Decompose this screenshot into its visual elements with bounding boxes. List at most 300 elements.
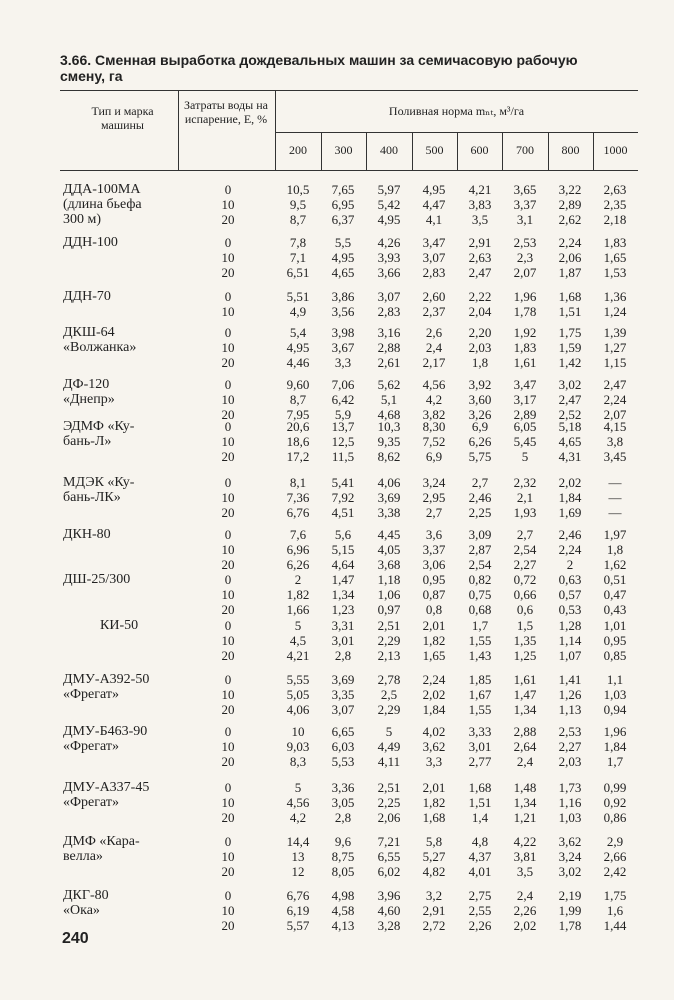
evaporation-value: 0	[224, 834, 232, 849]
evaporation-value: 10	[221, 340, 235, 355]
output-value-cell: 2,62	[558, 212, 582, 227]
output-value-cell: 1,18	[377, 572, 401, 587]
norm-header-cell: 200	[289, 143, 307, 157]
machine-row-group	[0, 527, 674, 572]
output-value-cell: 2,53	[513, 235, 537, 250]
output-value-cell: 0,53	[558, 602, 582, 617]
evaporation-value: 0	[224, 475, 232, 490]
output-value-cell: 0,63	[558, 572, 582, 587]
output-value-cell: —	[608, 475, 622, 490]
output-value-cell: 3,86	[331, 289, 355, 304]
output-value-cell: 4,05	[377, 542, 401, 557]
output-value-cell: 2,83	[377, 304, 401, 319]
machine-row-group	[0, 419, 674, 464]
output-value-cell: 2,3	[516, 250, 534, 265]
output-value-cell: 2,61	[377, 355, 401, 370]
output-value-cell: 2,24	[558, 235, 582, 250]
output-value-cell: 3,62	[422, 739, 446, 754]
output-value-cell: 4,58	[331, 903, 355, 918]
evaporation-value: 0	[224, 325, 232, 340]
output-value-cell: 1,68	[468, 780, 492, 795]
evaporation-value: 20	[221, 557, 235, 572]
output-value-cell: 1,61	[513, 355, 537, 370]
output-value-cell: 3,68	[377, 557, 401, 572]
output-value-cell: 4,02	[422, 724, 446, 739]
output-value-cell: 1,82	[422, 795, 446, 810]
output-value-cell: 7,6	[289, 527, 307, 542]
output-value-cell: 3,28	[377, 918, 401, 933]
output-value-cell: 3,98	[331, 325, 355, 340]
output-value-cell: 20,6	[286, 419, 310, 434]
output-value-cell: 4,64	[331, 557, 355, 572]
output-value-cell: 7,92	[331, 490, 355, 505]
evaporation-value: 20	[221, 602, 235, 617]
output-value-cell: 4,06	[286, 702, 310, 717]
evaporation-value: 20	[221, 407, 235, 422]
output-value-cell: 8,05	[331, 864, 355, 879]
output-value-cell: 1,7	[471, 618, 489, 633]
output-value-cell: 3,07	[377, 289, 401, 304]
output-value-cell: 5,45	[513, 434, 537, 449]
header-norm: Поливная норма mₙₜ, м³/га	[388, 104, 525, 118]
evaporation-value: 20	[221, 265, 235, 280]
output-value-cell: 2,54	[468, 557, 492, 572]
evaporation-value: 0	[224, 377, 232, 392]
output-value-cell: 8,62	[377, 449, 401, 464]
output-value-cell: 2,19	[558, 888, 582, 903]
output-value-cell: 2,5	[380, 687, 398, 702]
output-value-cell: 3,82	[422, 407, 446, 422]
machine-row-group	[0, 182, 674, 227]
output-value-cell: 2,4	[516, 888, 534, 903]
output-value-cell: 3,81	[513, 849, 537, 864]
output-value-cell: 1,13	[558, 702, 582, 717]
evaporation-value: 0	[224, 289, 232, 304]
output-value-cell: 1,82	[422, 633, 446, 648]
output-value-cell: 1,34	[513, 702, 537, 717]
output-value-cell: 1,84	[422, 702, 446, 717]
machine-row-group	[0, 235, 674, 280]
output-value-cell: 0,68	[468, 602, 492, 617]
output-value-cell: 6,42	[331, 392, 355, 407]
machine-name: 300 м)	[63, 212, 102, 227]
output-value-cell: 1,83	[513, 340, 537, 355]
output-value-cell: 1,69	[558, 505, 582, 520]
output-value-cell: 3,05	[331, 795, 355, 810]
output-value-cell: 4,95	[422, 182, 446, 197]
output-value-cell: 1,8	[606, 542, 624, 557]
output-value-cell: 1,6	[606, 903, 624, 918]
output-value-cell: 2,37	[422, 304, 446, 319]
output-value-cell: 7,21	[377, 834, 401, 849]
output-value-cell: 3,1	[516, 212, 534, 227]
output-value-cell: 1,87	[558, 265, 582, 280]
output-value-cell: 4,2	[425, 392, 443, 407]
output-value-cell: 8,30	[422, 419, 446, 434]
output-value-cell: 1,65	[603, 250, 627, 265]
output-value-cell: 3,60	[468, 392, 492, 407]
output-value-cell: 6,02	[377, 864, 401, 879]
output-value-cell: 2,7	[516, 527, 534, 542]
output-value-cell: 2,75	[468, 888, 492, 903]
output-value-cell: 1,84	[603, 739, 627, 754]
evaporation-value: 0	[224, 235, 232, 250]
output-value-cell: 1,67	[468, 687, 492, 702]
output-value-cell: 9,03	[286, 739, 310, 754]
output-value-cell: 2,6	[425, 325, 443, 340]
output-value-cell: 5,57	[286, 918, 310, 933]
output-value-cell: 0,75	[468, 587, 492, 602]
evaporation-value: 0	[224, 618, 232, 633]
output-value-cell: 5	[294, 618, 302, 633]
output-value-cell: 3,01	[468, 739, 492, 754]
output-value-cell: 3,02	[558, 864, 582, 879]
output-value-cell: 2,42	[603, 864, 627, 879]
output-value-cell: 1,39	[603, 325, 627, 340]
output-value-cell: 1,7	[606, 754, 624, 769]
evaporation-value: 10	[221, 197, 235, 212]
machine-name: ДШ-25/300	[63, 572, 131, 587]
output-value-cell: 1,65	[422, 648, 446, 663]
machine-row-group	[0, 672, 674, 717]
output-value-cell: 2,22	[468, 289, 492, 304]
output-value-cell: 0,94	[603, 702, 627, 717]
output-value-cell: 10	[291, 724, 305, 739]
output-value-cell: 4,65	[558, 434, 582, 449]
evaporation-value: 0	[224, 780, 232, 795]
output-value-cell: 2,20	[468, 325, 492, 340]
output-value-cell: 0,95	[603, 633, 627, 648]
machine-name: бань-ЛК»	[63, 490, 121, 505]
machine-name: МДЭК «Ку-	[63, 475, 135, 490]
output-value-cell: 3,37	[513, 197, 537, 212]
output-value-cell: 1,14	[558, 633, 582, 648]
output-value-cell: 1,27	[603, 340, 627, 355]
output-value-cell: 1,41	[558, 672, 582, 687]
output-value-cell: 1,34	[513, 795, 537, 810]
output-value-cell: 6,9	[425, 449, 443, 464]
output-value-cell: 3,09	[468, 527, 492, 542]
evaporation-value: 10	[221, 587, 235, 602]
evaporation-value: 0	[224, 888, 232, 903]
output-value-cell: 1,75	[603, 888, 627, 903]
evaporation-value: 20	[221, 702, 235, 717]
output-value-cell: 4,01	[468, 864, 492, 879]
page-number: 240	[62, 930, 89, 947]
evaporation-value: 10	[221, 542, 235, 557]
evaporation-value: 20	[221, 648, 235, 663]
output-value-cell: 5,15	[331, 542, 355, 557]
output-value-cell: 2,88	[513, 724, 537, 739]
output-value-cell: 4,06	[377, 475, 401, 490]
output-value-cell: 2,8	[334, 810, 352, 825]
output-value-cell: 1,68	[558, 289, 582, 304]
output-value-cell: 3,26	[468, 407, 492, 422]
output-value-cell: 1,75	[558, 325, 582, 340]
output-value-cell: 3,24	[422, 475, 446, 490]
machine-name: «Фрегат»	[63, 739, 119, 754]
output-value-cell: 3,35	[331, 687, 355, 702]
output-value-cell: 1,61	[513, 672, 537, 687]
output-value-cell: 1,82	[286, 587, 310, 602]
output-value-cell: 3,16	[377, 325, 401, 340]
output-value-cell: 0,97	[377, 602, 401, 617]
output-value-cell: 3,17	[513, 392, 537, 407]
output-value-cell: 1,03	[558, 810, 582, 825]
output-value-cell: 1,28	[558, 618, 582, 633]
evaporation-value: 10	[221, 795, 235, 810]
output-value-cell: 2,53	[558, 724, 582, 739]
output-value-cell: 5,62	[377, 377, 401, 392]
output-value-cell: 4,26	[377, 235, 401, 250]
output-value-cell: 1,93	[513, 505, 537, 520]
machine-name: ДМУ-А337-45	[63, 780, 150, 795]
output-value-cell: 2,24	[558, 542, 582, 557]
norm-header-cell: 500	[425, 143, 444, 157]
evaporation-value: 20	[221, 355, 235, 370]
output-value-cell: 2,4	[425, 340, 443, 355]
output-value-cell: 13,7	[331, 419, 355, 434]
output-value-cell: 3,02	[558, 377, 582, 392]
output-value-cell: 2,27	[513, 557, 537, 572]
output-value-cell: 2,78	[377, 672, 401, 687]
output-value-cell: 6,19	[286, 903, 310, 918]
header-divider	[275, 91, 276, 170]
output-value-cell: 2,29	[377, 702, 401, 717]
header-evaporation: Затраты воды на испарение, E, %	[184, 98, 268, 126]
output-value-cell: 1,97	[603, 527, 627, 542]
evaporation-value: 20	[221, 505, 235, 520]
output-value-cell: 1,99	[558, 903, 582, 918]
machine-row-group	[0, 289, 674, 319]
output-value-cell: 5,75	[468, 449, 492, 464]
output-value-cell: 5,41	[331, 475, 355, 490]
output-value-cell: 5,55	[286, 672, 310, 687]
output-value-cell: 3,56	[331, 304, 355, 319]
output-value-cell: 3,65	[513, 182, 537, 197]
output-value-cell: 2,7	[471, 475, 489, 490]
output-value-cell: 4,31	[558, 449, 582, 464]
output-value-cell: 2,91	[422, 903, 446, 918]
output-value-cell: 1,59	[558, 340, 582, 355]
output-value-cell: 1,35	[513, 633, 537, 648]
output-value-cell: 2,07	[603, 407, 627, 422]
output-value-cell: 3,5	[516, 864, 534, 879]
output-value-cell: 4,95	[331, 250, 355, 265]
output-value-cell: 2,04	[468, 304, 492, 319]
output-value-cell: 2,83	[422, 265, 446, 280]
output-value-cell: 0,51	[603, 572, 627, 587]
output-value-cell: 1,26	[558, 687, 582, 702]
machine-name: ДФ-120	[63, 377, 110, 392]
output-value-cell: 2,63	[603, 182, 627, 197]
output-value-cell: 3,3	[425, 754, 443, 769]
output-value-cell: 0,87	[422, 587, 446, 602]
output-value-cell: 4,68	[377, 407, 401, 422]
norm-header-cell: 1000	[603, 143, 628, 157]
machine-name: бань-Л»	[63, 434, 112, 449]
output-value-cell: 5,6	[334, 527, 352, 542]
output-value-cell: 2,01	[422, 618, 446, 633]
output-value-cell: 0,95	[422, 572, 446, 587]
output-value-cell: 3,5	[471, 212, 489, 227]
output-value-cell: 1,96	[513, 289, 537, 304]
output-value-cell: 2,25	[468, 505, 492, 520]
output-value-cell: 2,91	[468, 235, 492, 250]
output-value-cell: 0,43	[603, 602, 627, 617]
output-value-cell: 3,47	[422, 235, 446, 250]
evaporation-value: 20	[221, 754, 235, 769]
output-value-cell: 6,65	[331, 724, 355, 739]
output-value-cell: 4,37	[468, 849, 492, 864]
output-value-cell: 4,56	[422, 377, 446, 392]
machine-name: «Фрегат»	[63, 687, 119, 702]
output-value-cell: 3,24	[558, 849, 582, 864]
output-value-cell: 9,5	[289, 197, 307, 212]
evaporation-value: 10	[221, 434, 235, 449]
evaporation-value: 10	[221, 304, 235, 319]
output-value-cell: 2,24	[603, 392, 627, 407]
output-value-cell: 6,03	[331, 739, 355, 754]
output-value-cell: 4,15	[603, 419, 627, 434]
output-value-cell: 4,98	[331, 888, 355, 903]
output-value-cell: 2	[566, 557, 574, 572]
output-value-cell: 1,5	[516, 618, 534, 633]
output-value-cell: 2,95	[422, 490, 446, 505]
output-value-cell: 4,95	[377, 212, 401, 227]
output-value-cell: 6,76	[286, 888, 310, 903]
output-value-cell: 1,47	[513, 687, 537, 702]
output-value-cell: 1,92	[513, 325, 537, 340]
output-value-cell: 2,1	[516, 490, 534, 505]
output-value-cell: 2,89	[513, 407, 537, 422]
output-value-cell: 0,82	[468, 572, 492, 587]
output-value-cell: 1,42	[558, 355, 582, 370]
machine-name: КИ-50	[100, 618, 139, 633]
output-value-cell: 2,46	[468, 490, 492, 505]
machine-row-group	[0, 618, 674, 663]
output-value-cell: 7,06	[331, 377, 355, 392]
output-value-cell: 6,55	[377, 849, 401, 864]
output-value-cell: 6,05	[513, 419, 537, 434]
output-value-cell: 0,99	[603, 780, 627, 795]
evaporation-value: 10	[221, 739, 235, 754]
output-value-cell: 2,51	[377, 780, 401, 795]
output-value-cell: 2,88	[377, 340, 401, 355]
output-value-cell: 2,51	[377, 618, 401, 633]
output-value-cell: 2,06	[558, 250, 582, 265]
output-value-cell: 1,1	[606, 672, 624, 687]
output-value-cell: 0,6	[516, 602, 534, 617]
output-value-cell: 2,66	[603, 849, 627, 864]
output-value-cell: 2,17	[422, 355, 446, 370]
output-value-cell: 2	[294, 572, 302, 587]
output-value-cell: 3,07	[331, 702, 355, 717]
output-value-cell: 1,21	[513, 810, 537, 825]
header-divider	[178, 91, 179, 170]
output-value-cell: 2,26	[468, 918, 492, 933]
output-value-cell: 5,1	[380, 392, 398, 407]
output-value-cell: 5	[385, 724, 393, 739]
output-value-cell: 4,11	[377, 754, 401, 769]
output-value-cell: 5,53	[331, 754, 355, 769]
output-value-cell: 1,43	[468, 648, 492, 663]
machine-name: ДКН-80	[63, 527, 111, 542]
output-value-cell: 1,03	[603, 687, 627, 702]
output-value-cell: 4,22	[513, 834, 537, 849]
output-value-cell: 2,01	[422, 780, 446, 795]
output-value-cell: 2,27	[558, 739, 582, 754]
output-value-cell: 4,56	[286, 795, 310, 810]
output-value-cell: 1,96	[603, 724, 627, 739]
machine-row-group	[0, 572, 674, 617]
output-value-cell: 1,24	[603, 304, 627, 319]
output-value-cell: 1,83	[603, 235, 627, 250]
evaporation-value: 0	[224, 724, 232, 739]
output-value-cell: 5,05	[286, 687, 310, 702]
output-value-cell: 1,51	[558, 304, 582, 319]
evaporation-value: 20	[221, 810, 235, 825]
output-value-cell: 1,55	[468, 633, 492, 648]
output-value-cell: 7,95	[286, 407, 310, 422]
output-value-cell: 2,8	[334, 648, 352, 663]
output-value-cell: 4,8	[471, 834, 489, 849]
output-value-cell: 3,22	[558, 182, 582, 197]
output-value-cell: 3,69	[331, 672, 355, 687]
output-value-cell: 2,03	[468, 340, 492, 355]
output-value-cell: 2,47	[468, 265, 492, 280]
evaporation-value: 0	[224, 527, 232, 542]
output-value-cell: 5	[521, 449, 529, 464]
output-value-cell: 5,5	[334, 235, 352, 250]
output-value-cell: 1,62	[603, 557, 627, 572]
evaporation-value: 20	[221, 864, 235, 879]
output-value-cell: —	[608, 490, 622, 505]
output-value-cell: 1,01	[603, 618, 627, 633]
output-value-cell: 6,26	[286, 557, 310, 572]
output-value-cell: 6,51	[286, 265, 310, 280]
output-value-cell: 3,45	[603, 449, 627, 464]
output-value-cell: 6,26	[468, 434, 492, 449]
evaporation-value: 20	[221, 449, 235, 464]
machine-row-group	[0, 475, 674, 520]
norm-header-cell: 800	[561, 143, 580, 157]
output-value-cell: 3,3	[334, 355, 352, 370]
output-value-cell: 0,47	[603, 587, 627, 602]
machine-name: ДДН-100	[63, 235, 118, 250]
output-value-cell: 5,9	[334, 407, 352, 422]
machine-name: ДМУ-Б463-90	[63, 724, 148, 739]
output-value-cell: 1,47	[331, 572, 355, 587]
output-value-cell: 0,92	[603, 795, 627, 810]
output-value-cell: 6,95	[331, 197, 355, 212]
evaporation-value: 10	[221, 392, 235, 407]
evaporation-value: 10	[221, 250, 235, 265]
output-value-cell: 2,46	[558, 527, 582, 542]
evaporation-value: 10	[221, 903, 235, 918]
output-value-cell: 2,18	[603, 212, 627, 227]
norm-header-cell: 700	[516, 143, 534, 157]
output-value-cell: 2,9	[606, 834, 624, 849]
output-value-cell: 12	[291, 864, 305, 879]
output-value-cell: 2,35	[603, 197, 627, 212]
output-value-cell: 4,1	[425, 212, 443, 227]
output-value-cell: 4,65	[331, 265, 355, 280]
output-value-cell: 2,64	[513, 739, 537, 754]
output-value-cell: 1,36	[603, 289, 627, 304]
output-value-cell: 3,92	[468, 377, 492, 392]
evaporation-value: 0	[224, 572, 232, 587]
